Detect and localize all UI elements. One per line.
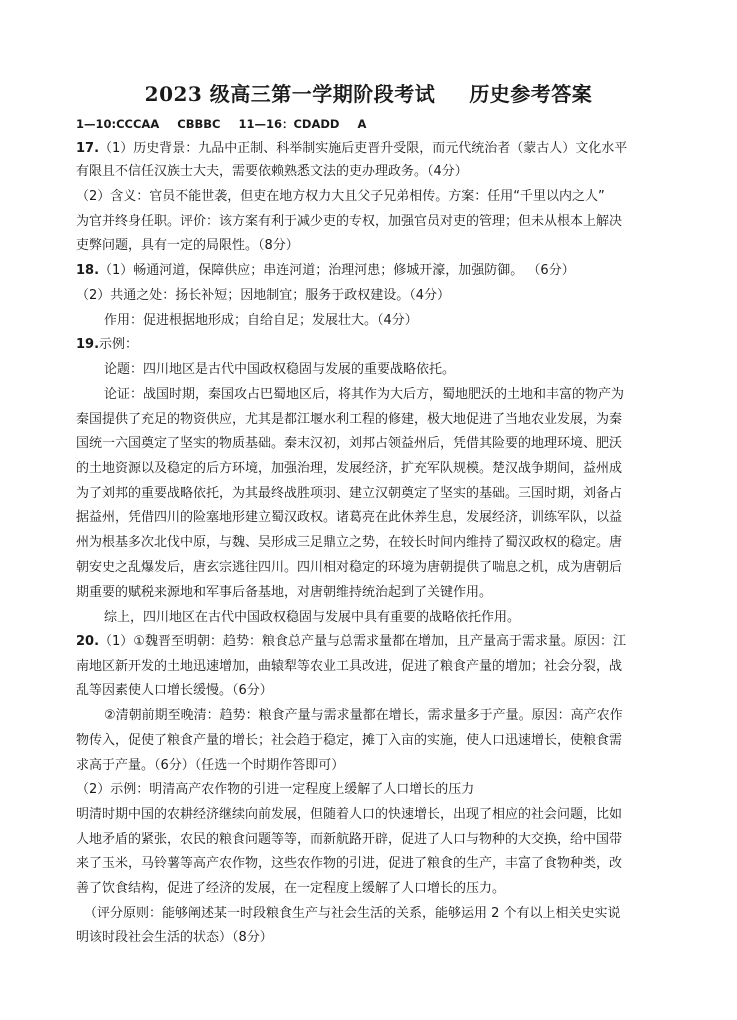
q20-text-1: （1）①魏晋至明朝：趋势：粮食总产量与总需求量都在增加，且产量高于需求量。原因：江 [99,634,626,649]
choice-answers-a: 1—10:CCCAA [76,117,160,131]
q17-line-4: 为官并终身任职。评价：该方案有利于减少吏的专权，加强官员对吏的管理；但未从根本上解决 [76,214,623,229]
page-title [0,78,737,107]
choice-answers [76,116,380,132]
q17-line-1 [76,141,627,157]
q19-line-5: 的土地资源以及稳定的后方环境，加强治理，发展经济，扩充军队规模。楚汉战争期间，益州成 [76,461,623,476]
q18-line-1 [76,263,575,279]
q20-line-6: 求高于产量。（6分）（任选一个时期作答即可） [76,758,345,773]
q20-line-8: 明清时期中国的农耕经济继续向前发展，但随着人口的快速增长，出现了相应的社会问题，比如 [76,807,623,822]
q20-line-13: 明该时段社会生活的状态）（8分） [76,930,273,945]
q19-line-1: 论题：四川地区是古代中国政权稳固与发展的重要战略依托。 [104,362,456,377]
q20-line-7: （2）示例：明清高产农作物的引进一定程度上缓解了人口增长的压力 [76,782,475,797]
q19-text-0: 示例： [99,337,139,352]
q17-number: 17. [76,141,100,156]
q20-line-1 [76,634,626,650]
q19-number: 19. [76,337,100,352]
q20-line-12: （评分原则：能够阐述某一时段粮食生产与社会生活的关系，能够运用 2 个有以上相关史实说 [84,906,621,921]
q19-line-2: 论证：战国时期，秦国攻占巴蜀地区后，将其作为大后方，蜀地肥沃的土地和丰富的物产为 [104,387,625,402]
q17-line-2: 有限且不信任汉族士大夫，需要依赖熟悉文法的吏办理政务。（4分） [76,164,468,179]
q17-text-1: （1）历史背景：九品中正制、科举制实施后吏晋升受限，而元代统治者（蒙古人）文化水平 [99,141,628,156]
q20-line-4: ②清朝前期至晚清：趋势：粮食产量与需求量都在增长，需求量多于产量。原因：高产农作 [104,708,623,723]
choice-answers-c: 11—16：CDADD [238,117,340,131]
q18-line-2: （2）共通之处：扬长补短；因地制宜；服务于政权建设。（4分） [76,288,451,303]
q20-number: 20. [76,634,100,649]
q19-line-8: 州为根基多次北伐中原，与魏、吴形成三足鼎立之势，在较长时间内维持了蜀汉政权的稳定。唐 [76,535,623,550]
q20-line-3: 乱等因素使人口增长缓慢。（6分） [76,683,273,698]
q19-line-3: 秦国提供了充足的物资供应，尤其是都江堰水利工程的修建，极大地促进了当地农业发展，为秦 [76,412,623,427]
q20-line-10: 来了玉米，马铃薯等高产农作物，这些农作物的引进，促进了粮食的生产，丰富了食物种类，改 [76,856,623,871]
q20-line-9: 人地矛盾的紧张，农民的粮食问题等等，而新航路开辟，促进了人口与物种的大交换，给中国带 [76,832,623,847]
q20-line-2: 南地区新开发的土地迅速增加，曲辕犁等农业工具改进，促进了粮食产量的增加；社会分裂，战 [76,659,623,674]
choice-answers-b: CBBBC [177,117,221,131]
q19-line-11: 综上，四川地区在古代中国政权稳固与发展中具有重要的战略依托作用。 [104,610,521,625]
q20-line-11: 善了饮食结构，促进了经济的发展，在一定程度上缓解了人口增长的压力。 [76,881,506,896]
q19-line-7: 据益州，凭借四川的险塞地形建立蜀汉政权。诸葛亮在此休养生息，发展经济，训练军队，以益 [76,510,623,525]
choice-answers-d: A [357,117,367,131]
q18-line-3: 作用：促进根据地形成；自给自足；发展壮大。（4分） [104,313,418,328]
q17-line-5: 吏弊问题，具有一定的局限性。（8分） [76,238,299,253]
q17-line-3: （2）含义：官员不能世袭，但吏在地方权力大且父子兄弟相传。方案：任用“千里以内之人” [76,189,605,204]
q20-line-5: 物传入，促使了粮食产量的增长；社会趋于稳定，摊丁入亩的实施，使人口迅速增长，使粮食需 [76,733,623,748]
title-answer: 历史参考答案 [469,82,593,106]
q19-line-0 [76,337,138,353]
q19-line-4: 国统一六国奠定了坚实的物质基础。秦末汉初，刘邦占领益州后，凭借其险要的地理环境、肥沃 [76,436,623,451]
q19-line-10: 期重要的赋税来源地和军事后备基地，对唐朝维持统治起到了关键作用。 [76,585,493,600]
q19-line-9: 朝安史之乱爆发后，唐玄宗逃往四川。四川相对稳定的环境为唐朝提供了喘息之机，成为唐朝后 [76,560,623,575]
title-exam: 2023 级高三第一学期阶段考试 [144,82,436,106]
q18-number: 18. [76,263,100,278]
q19-line-6: 为了刘邦的重要战略依托，为其最终战胜项羽、建立汉朝奠定了坚实的基础。三国时期，刘备占 [76,486,623,501]
q18-text-1: （1）畅通河道，保障供应；串连河道；治理河患；修城开濠，加强防御。 （6分） [99,263,575,278]
